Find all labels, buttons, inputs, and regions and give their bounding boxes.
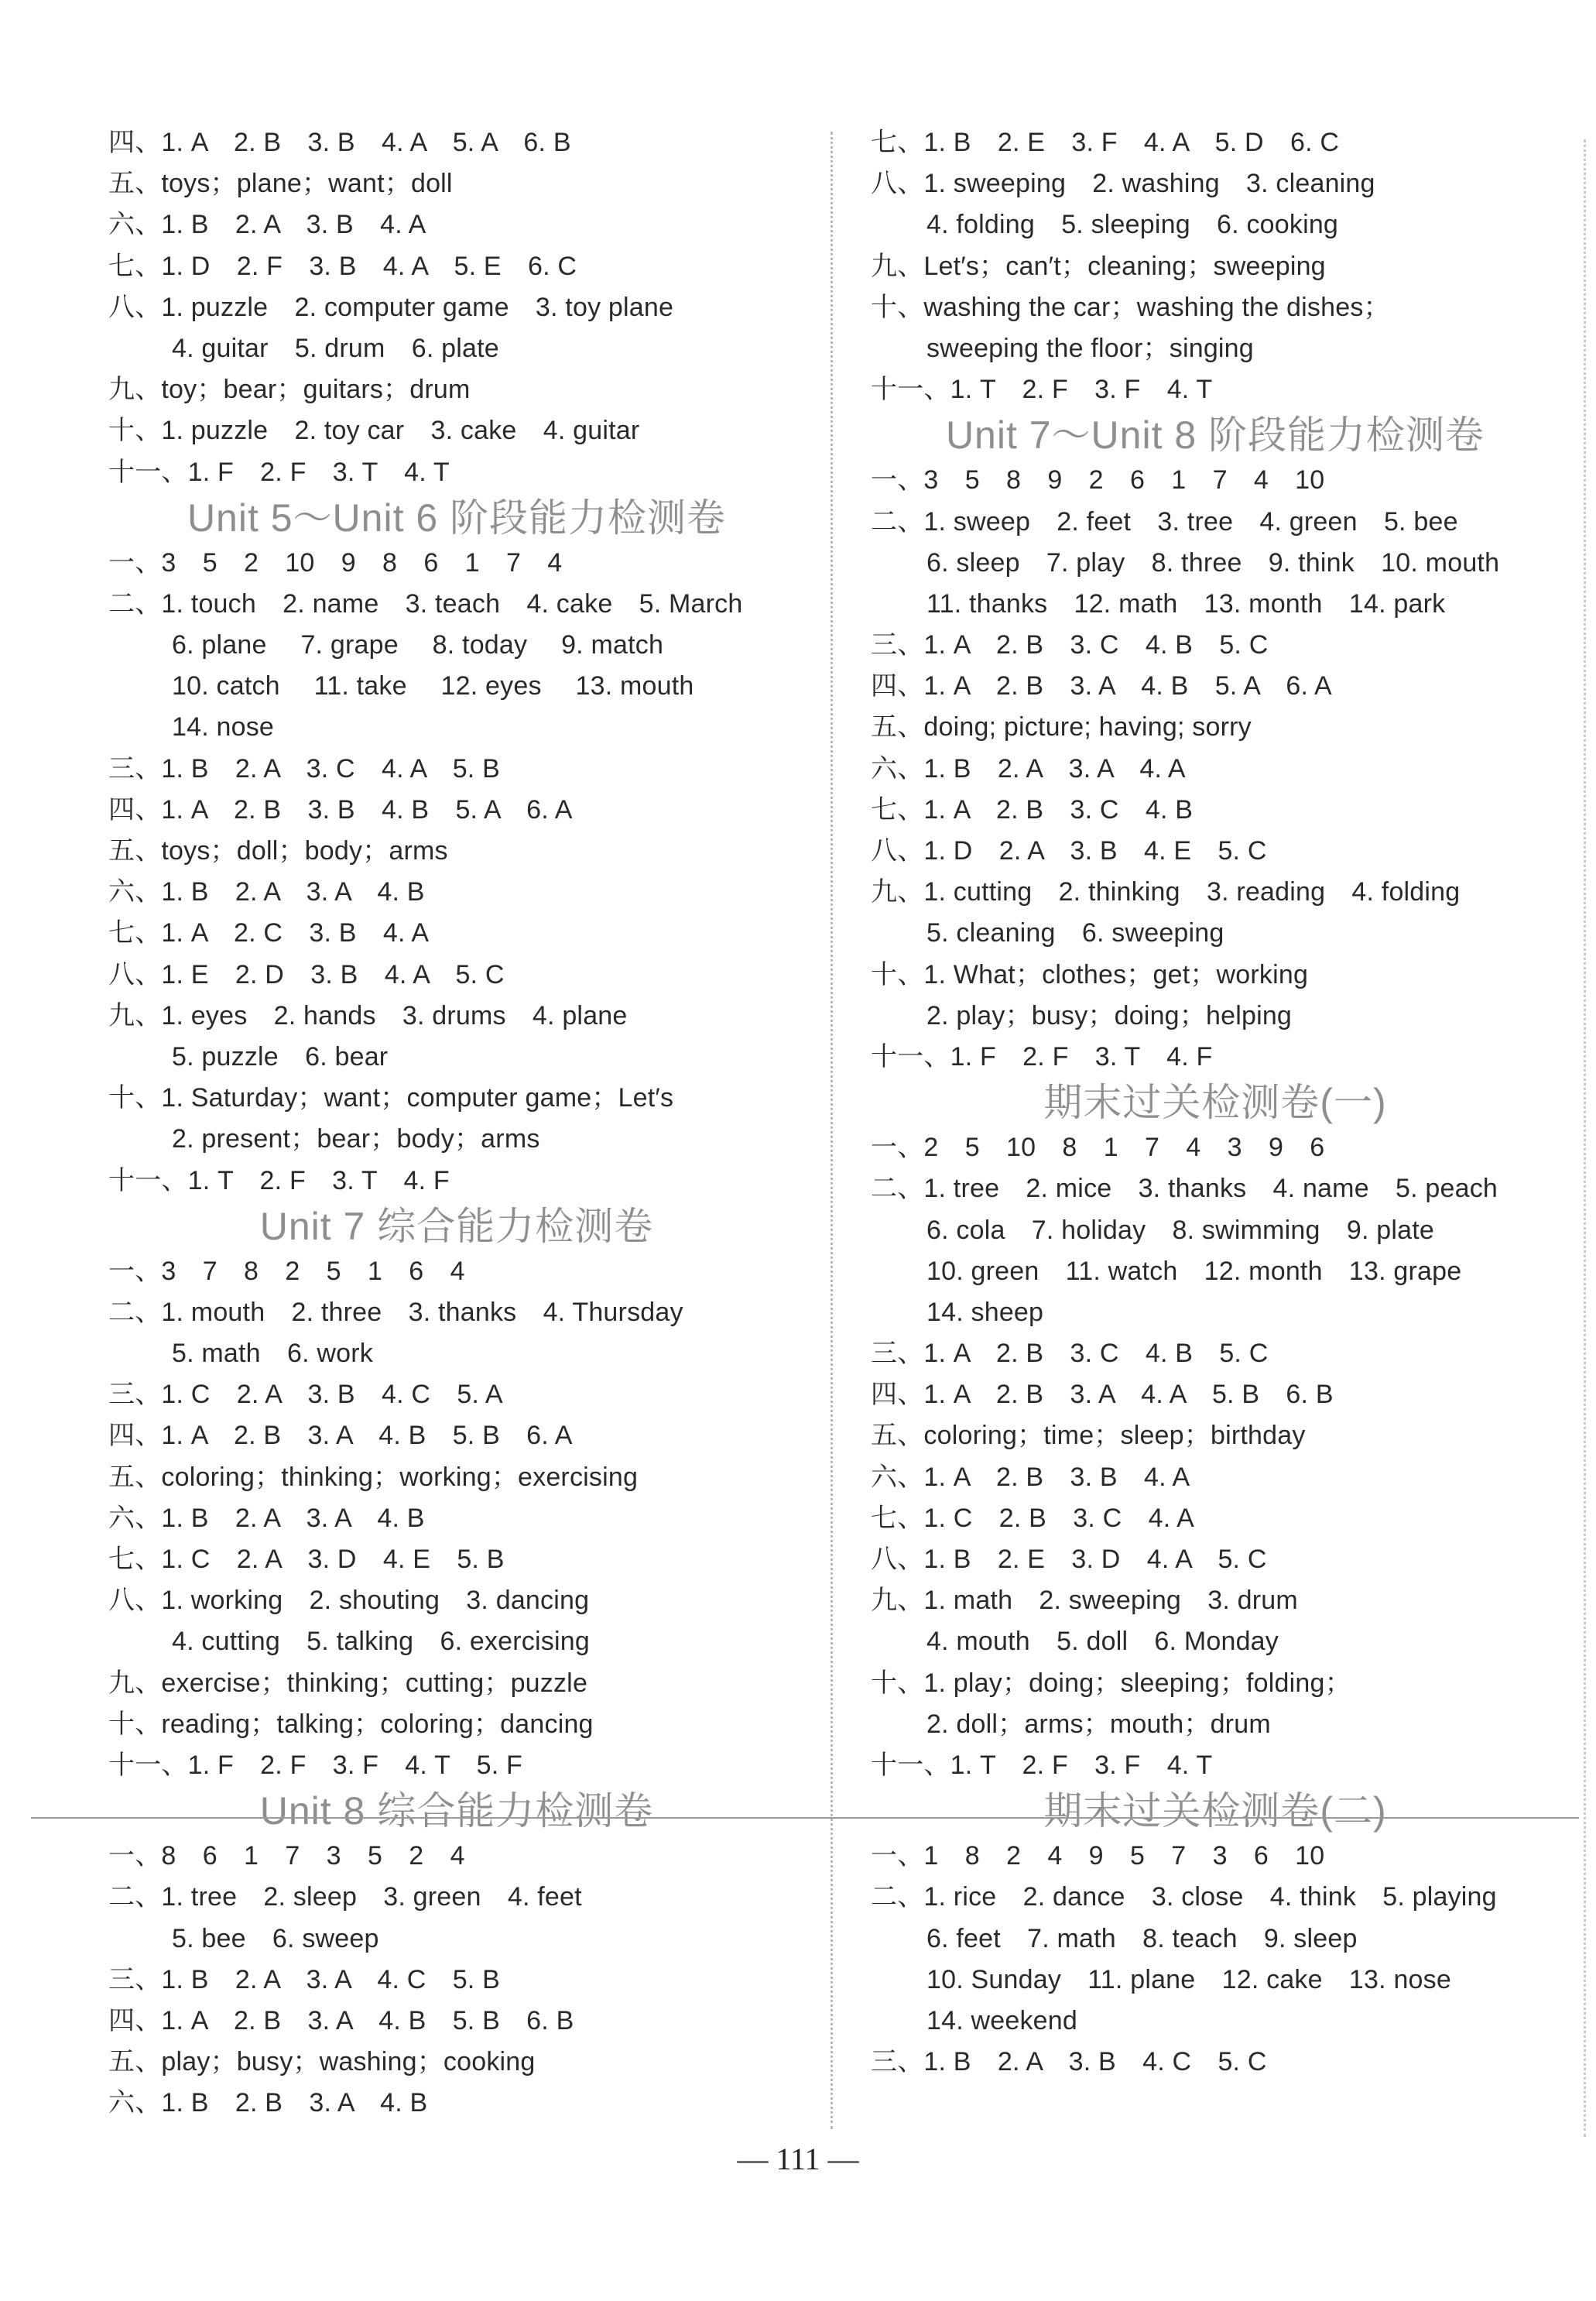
- answer-line: 十、1. Saturday；want；computer game；Let′s: [108, 1083, 674, 1113]
- page-number: — 111 —: [737, 2142, 859, 2176]
- answer-line: 二、1. rice 2. dance 3. close 4. think 5. playing: [871, 1882, 1497, 1912]
- answer-line: 六、1. B 2. A 3. A 4. B: [108, 1503, 425, 1533]
- answer-line-continued: 2. doll；arms；mouth；drum: [926, 1709, 1271, 1739]
- column-divider: [831, 132, 833, 2129]
- answer-line-continued: 4. guitar 5. drum 6. plate: [172, 333, 499, 363]
- answer-line: 一、3 5 2 10 9 8 6 1 7 4: [108, 547, 563, 578]
- answer-line: 三、1. B 2. A 3. A 4. C 5. B: [108, 1964, 500, 1994]
- answer-line: 七、1. A 2. B 3. C 4. B: [871, 794, 1194, 825]
- answer-line: 三、1. A 2. B 3. C 4. B 5. C: [871, 1339, 1269, 1369]
- right-column: [871, 122, 1560, 2083]
- answer-line: 四、1. A 2. B 3. A 4. B 5. B 6. A: [108, 1421, 573, 1451]
- answer-line: 十一、1. F 2. F 3. T 4. T: [108, 457, 450, 487]
- answer-line: 十、1. What；clothes；get；working: [871, 959, 1309, 989]
- answer-line: 八、1. working 2. shouting 3. dancing: [108, 1586, 590, 1616]
- answer-line-continued: 5. puzzle 6. bear: [172, 1041, 389, 1072]
- answer-line: 十、washing the car；washing the dishes；: [871, 292, 1390, 322]
- right-edge-dotted-line: [1584, 139, 1586, 2137]
- answer-line-continued: 2. play；busy；doing；helping: [926, 1000, 1293, 1030]
- answer-line: 五、doing; picture; having; sorry: [871, 712, 1252, 742]
- answer-line: 六、1. A 2. B 3. B 4. A: [871, 1462, 1190, 1492]
- answer-line: 八、1. sweeping 2. washing 3. cleaning: [871, 169, 1375, 199]
- answer-line: 二、1. mouth 2. three 3. thanks 4. Thursday: [108, 1297, 683, 1327]
- answer-line: 六、1. B 2. A 3. B 4. A: [108, 210, 426, 240]
- answer-line: 二、1. tree 2. mice 3. thanks 4. name 5. peach: [871, 1174, 1498, 1204]
- answer-line: 十一、1. T 2. F 3. T 4. F: [108, 1165, 450, 1195]
- answer-line: 八、1. puzzle 2. computer game 3. toy plane: [108, 292, 674, 322]
- answer-line: 一、2 5 10 8 1 7 4 3 9 6: [871, 1133, 1325, 1163]
- answer-line: 五、coloring；time；sleep；birthday: [871, 1421, 1306, 1451]
- answer-line: 九、1. eyes 2. hands 3. drums 4. plane: [108, 1000, 628, 1030]
- answer-line-continued: 6. plane 7. grape 8. today 9. match: [172, 630, 664, 660]
- answer-line: 九、1. cutting 2. thinking 3. reading 4. folding: [871, 877, 1461, 907]
- answer-line-continued: sweeping the floor；singing: [926, 333, 1254, 363]
- answer-line: 一、3 7 8 2 5 1 6 4: [108, 1256, 465, 1286]
- answer-line: 六、1. B 2. B 3. A 4. B: [108, 2088, 428, 2118]
- answer-line-continued: 10. Sunday 11. plane 12. cake 13. nose: [926, 1964, 1451, 1994]
- answer-line: 九、1. math 2. sweeping 3. drum: [871, 1586, 1298, 1616]
- answer-line-continued: 14. nose: [172, 712, 275, 742]
- answer-line: 七、1. C 2. B 3. C 4. A: [871, 1503, 1194, 1533]
- answer-line: 二、1. touch 2. name 3. teach 4. cake 5. March: [108, 588, 743, 619]
- answer-line: 九、Let′s；can′t；cleaning；sweeping: [871, 251, 1326, 281]
- answer-line-continued: 4. cutting 5. talking 6. exercising: [172, 1627, 590, 1657]
- answer-line: 十、1. puzzle 2. toy car 3. cake 4. guitar: [108, 416, 640, 446]
- left-column: [108, 122, 805, 2124]
- answer-line: 八、1. D 2. A 3. B 4. E 5. C: [871, 836, 1267, 866]
- answer-line: 十、1. play；doing；sleeping；folding；: [871, 1668, 1351, 1698]
- answer-line: 四、1. A 2. B 3. A 4. A 5. B 6. B: [871, 1380, 1334, 1410]
- answer-line: 二、1. sweep 2. feet 3. tree 4. green 5. bee: [871, 506, 1458, 537]
- answer-line: 五、toys；doll；body；arms: [108, 836, 448, 866]
- answer-line: 十一、1. T 2. F 3. F 4. T: [871, 1750, 1213, 1780]
- answer-line-continued: 10. catch 11. take 12. eyes 13. mouth: [172, 671, 694, 701]
- horizontal-rule: [31, 1817, 1579, 1819]
- section-heading: Unit 8 综合能力检测卷: [259, 1789, 654, 1833]
- answer-line-continued: 11. thanks 12. math 13. month 14. park: [926, 588, 1446, 619]
- answer-line: 八、1. E 2. D 3. B 4. A 5. C: [108, 959, 505, 989]
- answer-line-continued: 5. bee 6. sweep: [172, 1923, 379, 1953]
- answer-line: 九、toy；bear；guitars；drum: [108, 375, 471, 405]
- section-heading: Unit 7 综合能力检测卷: [259, 1204, 654, 1248]
- answer-line: 七、1. B 2. E 3. F 4. A 5. D 6. C: [871, 128, 1340, 157]
- answer-line: 十一、1. T 2. F 3. F 4. T: [871, 375, 1213, 405]
- answer-line: 四、1. A 2. B 3. B 4. A 5. A 6. B: [108, 128, 571, 157]
- answer-line: 五、toys；plane；want；doll: [108, 169, 453, 199]
- answer-line-continued: 14. weekend: [926, 2005, 1078, 2035]
- answer-line: 三、1. B 2. A 3. C 4. A 5. B: [108, 753, 500, 784]
- answer-line-continued: 4. folding 5. sleeping 6. cooking: [926, 210, 1339, 240]
- answer-line: 九、exercise；thinking；cutting；puzzle: [108, 1668, 588, 1698]
- answer-line: 四、1. A 2. B 3. A 4. B 5. A 6. A: [871, 671, 1332, 701]
- answer-line-continued: 10. green 11. watch 12. month 13. grape: [926, 1256, 1462, 1286]
- answer-line: 六、1. B 2. A 3. A 4. B: [108, 877, 425, 907]
- answer-line: 五、coloring；thinking；working；exercising: [108, 1462, 639, 1492]
- answer-line-continued: 14. sheep: [926, 1297, 1044, 1327]
- answer-line: 五、play；busy；washing；cooking: [108, 2047, 536, 2077]
- section-heading: Unit 5～Unit 6 阶段能力检测卷: [187, 496, 727, 540]
- answer-line-continued: 6. cola 7. holiday 8. swimming 9. plate: [926, 1215, 1434, 1245]
- answer-line-continued: 2. present；bear；body；arms: [172, 1124, 540, 1154]
- answer-line: 七、1. C 2. A 3. D 4. E 5. B: [108, 1545, 505, 1574]
- answer-line: 二、1. tree 2. sleep 3. green 4. feet: [108, 1882, 582, 1912]
- answer-line: 六、1. B 2. A 3. A 4. A: [871, 753, 1186, 784]
- section-heading: 期末过关检测卷(二): [1043, 1789, 1387, 1833]
- answer-line-continued: 5. math 6. work: [172, 1339, 373, 1369]
- answer-line: 十一、1. F 2. F 3. F 4. T 5. F: [108, 1750, 523, 1780]
- answer-line: 一、8 6 1 7 3 5 2 4: [108, 1841, 465, 1871]
- answer-line: 三、1. C 2. A 3. B 4. C 5. A: [108, 1380, 503, 1410]
- section-heading: Unit 7～Unit 8 阶段能力检测卷: [945, 413, 1485, 458]
- answer-line: 一、1 8 2 4 9 5 7 3 6 10: [871, 1841, 1325, 1871]
- answer-line: 七、1. D 2. F 3. B 4. A 5. E 6. C: [108, 251, 577, 281]
- section-heading: 期末过关检测卷(一): [1043, 1081, 1387, 1125]
- answer-line: 三、1. B 2. A 3. B 4. C 5. C: [871, 2047, 1267, 2077]
- answer-line: 十一、1. F 2. F 3. T 4. F: [871, 1041, 1213, 1072]
- answer-line: 三、1. A 2. B 3. C 4. B 5. C: [871, 630, 1269, 660]
- answer-line-continued: 6. feet 7. math 8. teach 9. sleep: [926, 1923, 1358, 1953]
- answer-line: 七、1. A 2. C 3. B 4. A: [108, 918, 430, 948]
- answer-line-continued: 4. mouth 5. doll 6. Monday: [926, 1627, 1279, 1657]
- answer-line: 十、reading；talking；coloring；dancing: [108, 1709, 594, 1739]
- answer-line: 四、1. A 2. B 3. B 4. B 5. A 6. A: [108, 794, 573, 825]
- answer-line: 八、1. B 2. E 3. D 4. A 5. C: [871, 1545, 1267, 1574]
- answer-line: 四、1. A 2. B 3. A 4. B 5. B 6. B: [108, 2005, 574, 2035]
- answer-line-continued: 5. cleaning 6. sweeping: [926, 918, 1224, 948]
- answer-line-continued: 6. sleep 7. play 8. three 9. think 10. mouth: [926, 547, 1500, 578]
- answer-line: 一、3 5 8 9 2 6 1 7 4 10: [871, 465, 1325, 496]
